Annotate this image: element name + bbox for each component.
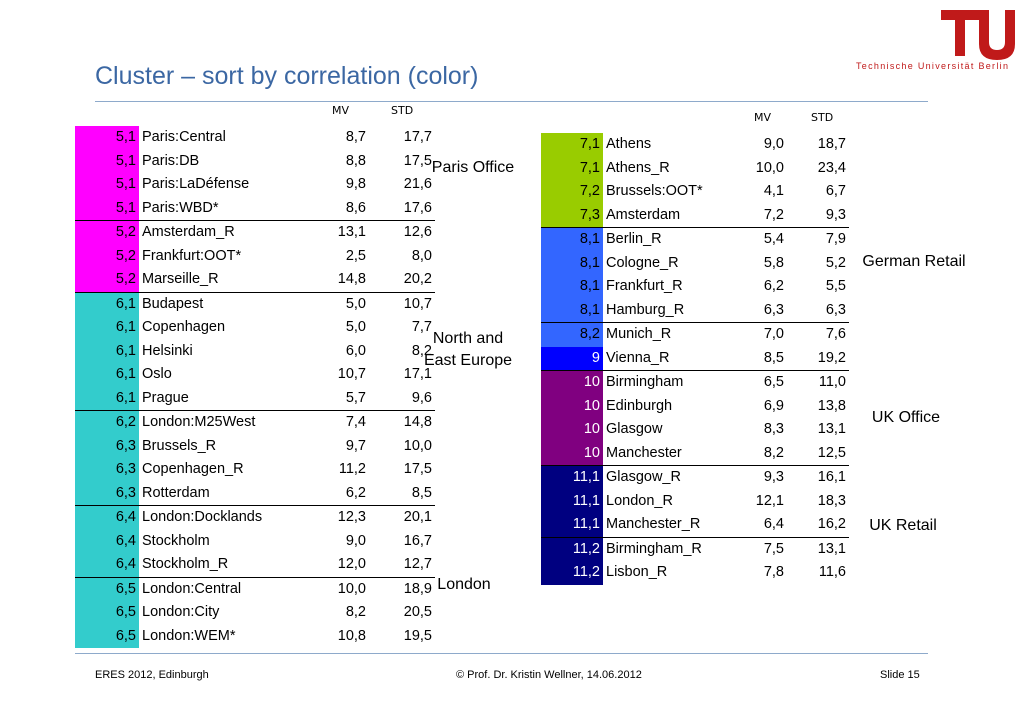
cluster-code: 10 [541,395,603,419]
std-value: 11,0 [787,371,849,395]
mv-value: 9,7 [345,437,366,454]
cluster-code: 5,2 [75,221,139,245]
std-value: 9,3 [825,206,846,223]
mv-value: 9,8 [345,176,366,192]
std-value: 17,1 [403,366,432,382]
cluster-code: 7,1 [541,157,603,181]
cluster-code: 5,1 [75,150,139,174]
table-row [75,625,435,649]
cluster-code: 6,2 [75,411,139,435]
table-row [75,387,435,411]
cluster-code: 6,1 [75,340,139,364]
location-name: Budapest [139,292,307,316]
std-value: 20,1 [369,506,435,530]
mv-value: 7,0 [731,323,787,347]
cluster-code: 10 [541,442,603,466]
cluster-code: 6,1 [75,387,139,411]
location-name: Copenhagen_R [142,461,244,477]
mv-value: 8,2 [763,444,784,461]
std-value: 5,5 [825,278,846,294]
location-name: Manchester [606,444,682,461]
cluster-code: 11,2 [541,561,603,585]
mv-value: 6,0 [345,342,366,359]
mv-value: 5,4 [731,228,787,252]
table-row [75,601,435,625]
cluster-code: 6,4 [75,506,139,530]
location-name: London:Central [139,577,307,601]
mv-value: 12,0 [337,556,366,572]
left-header-mv: MV [332,104,350,117]
logo-caption: Technische Universität Berlin [856,61,1010,71]
cluster-code: 6,4 [75,530,139,554]
location-name: London_R [606,492,673,509]
location-name: London:WEM* [142,627,236,644]
location-name: Oslo [142,366,172,382]
table-row [541,299,849,323]
location-name: Munich_R [603,323,731,347]
group-label-german-retail: German Retail [862,253,966,270]
std-value: 7,9 [787,228,849,252]
cluster-code: 11,1 [541,466,603,490]
std-value: 11,6 [818,564,846,580]
table-row [75,126,435,150]
location-name: Brussels_R [142,437,217,454]
cluster-code: 7,2 [541,180,603,204]
cluster-code: 11,1 [541,513,603,537]
location-name: Paris:DB [142,152,200,169]
cluster-code: 6,3 [75,458,139,482]
cluster-code: 10 [541,371,603,395]
mv-value: 12,3 [307,506,369,530]
table-row [541,204,849,228]
std-value: 17,6 [403,199,432,216]
std-value: 19,5 [403,627,432,644]
cluster-code: 11,2 [541,537,603,561]
right-header-std: STD [811,111,834,124]
location-name: Vienna_R [606,349,670,366]
std-value: 23,4 [817,159,846,176]
table-row [75,530,435,554]
location-name: Rotterdam [142,484,210,501]
std-value: 17,5 [403,152,432,169]
std-value: 12,5 [817,444,846,461]
table-row [75,458,435,482]
std-value: 19,2 [817,349,846,366]
mv-value: 9,0 [763,136,784,152]
std-value: 8,2 [411,342,432,359]
title-divider [95,101,928,102]
location-name: Manchester_R [606,516,701,532]
right-cluster-table [541,133,849,585]
mv-value: 8,7 [345,129,366,145]
std-value: 17,7 [403,129,432,145]
cluster-code: 6,3 [75,435,139,459]
cluster-code: 8,1 [541,275,603,299]
table-row [75,173,435,197]
table-row [541,275,849,299]
location-name: London:City [142,604,220,620]
std-value: 13,1 [787,537,849,561]
group-label-uk-office: UK Office [871,409,941,426]
cluster-code: 6,5 [75,625,139,649]
mv-value: 14,8 [337,271,366,287]
location-name: London:M25West [139,411,307,435]
table-row [541,513,849,537]
cluster-code: 5,1 [75,197,139,221]
location-name: Helsinki [142,342,193,359]
location-name: Paris:Central [142,129,226,145]
std-value: 8,0 [411,247,432,264]
group-label-london: London [437,576,491,593]
table-row [541,252,849,276]
table-row [541,466,849,490]
cluster-code: 8,1 [541,228,603,252]
table-row [541,561,849,585]
std-value: 14,8 [369,411,435,435]
mv-value: 8,5 [763,349,784,366]
cluster-code: 9 [541,347,603,371]
std-value: 21,6 [403,176,432,192]
table-row [541,537,849,561]
mv-value: 2,5 [345,247,366,264]
left-cluster-table [75,126,435,648]
mv-value: 5,0 [307,292,369,316]
table-row [541,395,849,419]
cluster-code: 6,3 [75,482,139,506]
cluster-code: 5,1 [75,126,139,150]
std-value: 12,6 [369,221,435,245]
cluster-code: 6,1 [75,292,139,316]
table-row [541,347,849,371]
std-value: 10,0 [403,437,432,454]
cluster-code: 8,2 [541,323,603,347]
location-name: Frankfurt:OOT* [142,247,242,264]
cluster-code: 5,1 [75,173,139,197]
mv-value: 6,3 [763,301,784,318]
right-header-mv: MV [754,111,772,124]
location-name: Frankfurt_R [606,278,683,294]
footer-slide-number: Slide 15 [880,669,920,681]
std-value: 13,8 [817,397,846,414]
mv-value: 5,8 [763,254,784,271]
location-name: Glasgow_R [603,466,731,490]
location-name: Marseille_R [142,271,219,287]
left-header-std: STD [391,104,414,117]
location-name: Athens_R [606,159,670,176]
std-value: 16,1 [787,466,849,490]
location-name: Edinburgh [606,397,673,414]
table-row [75,553,435,577]
mv-value: 10,0 [307,577,369,601]
mv-value: 8,2 [345,604,366,620]
location-name: Athens [606,136,652,152]
mv-value: 10,7 [337,366,366,382]
mv-value: 9,0 [345,532,366,549]
table-row [541,371,849,395]
table-row [75,316,435,340]
table-row [541,180,849,204]
location-name: Prague [142,389,189,406]
table-row [75,292,435,316]
location-name: Glasgow [606,421,663,437]
std-value: 20,2 [403,271,432,287]
footer-event: ERES 2012, Edinburgh [95,669,209,681]
mv-value: 8,3 [763,421,784,437]
group-label-uk-retail: UK Retail [869,517,937,534]
std-value: 9,6 [411,389,432,406]
location-name: Amsterdam [606,206,681,223]
table-row [75,577,435,601]
table-row [541,228,849,252]
cluster-code: 5,2 [75,268,139,292]
location-name: London:Docklands [139,506,307,530]
location-name: Birmingham [603,371,731,395]
mv-value: 8,8 [345,152,366,169]
std-value: 12,7 [403,556,432,572]
std-value: 16,7 [403,532,432,549]
tu-berlin-logo [935,4,1020,66]
table-row [75,482,435,506]
location-name: Paris:LaDéfense [142,176,250,192]
mv-value: 7,2 [763,206,784,223]
table-row [75,150,435,174]
std-value: 18,7 [817,136,846,152]
cluster-code: 11,1 [541,490,603,514]
location-name: Amsterdam_R [139,221,307,245]
mv-value: 6,2 [763,278,784,294]
cluster-code: 10 [541,418,603,442]
location-name: Stockholm [142,532,210,549]
cluster-code: 7,1 [541,133,603,157]
cluster-code: 6,5 [75,577,139,601]
table-row [75,221,435,245]
mv-value: 6,5 [731,371,787,395]
table-row [75,245,435,269]
mv-value: 12,1 [755,492,784,509]
mv-value: 8,6 [345,199,366,216]
std-value: 7,6 [787,323,849,347]
table-row [541,418,849,442]
footer-divider [75,653,928,654]
cluster-code: 7,3 [541,204,603,228]
std-value: 5,2 [825,254,846,271]
cluster-code: 6,5 [75,601,139,625]
mv-value: 5,0 [345,319,366,335]
mv-value: 11,2 [338,461,366,477]
cluster-code: 8,1 [541,252,603,276]
cluster-code: 6,1 [75,363,139,387]
table-row [75,268,435,292]
table-row [75,435,435,459]
std-value: 6,7 [825,183,846,199]
table-row [541,490,849,514]
cluster-code: 6,4 [75,553,139,577]
table-row [541,442,849,466]
table-row [75,197,435,221]
std-value: 6,3 [825,301,846,318]
std-value: 20,5 [403,604,432,620]
std-value: 17,5 [403,461,432,477]
std-value: 13,1 [817,421,846,437]
location-name: Birmingham_R [603,537,731,561]
std-value: 7,7 [411,319,432,335]
mv-value: 6,9 [763,397,784,414]
table-row [541,323,849,347]
cluster-code: 8,1 [541,299,603,323]
cluster-code: 5,2 [75,245,139,269]
table-row [75,363,435,387]
mv-value: 7,4 [307,411,369,435]
table-row [75,411,435,435]
std-value: 8,5 [411,484,432,501]
mv-value: 6,4 [763,516,784,532]
slide-title: Cluster – sort by correlation (color) [95,62,479,90]
table-row [541,133,849,157]
std-value: 18,9 [369,577,435,601]
table-row [75,340,435,364]
std-value: 16,2 [817,516,846,532]
mv-value: 7,5 [731,537,787,561]
location-name: Cologne_R [606,254,679,271]
table-row [541,157,849,181]
location-name: Paris:WBD* [142,199,219,216]
table-row [75,506,435,530]
location-name: Copenhagen [142,319,226,335]
cluster-code: 6,1 [75,316,139,340]
mv-value: 5,7 [345,389,366,406]
mv-value: 10,0 [755,159,784,176]
group-label-paris-office: Paris Office [431,159,515,176]
footer-copyright: © Prof. Dr. Kristin Wellner, 14.06.2012 [456,669,642,681]
mv-value: 6,2 [345,484,366,501]
std-value: 10,7 [369,292,435,316]
location-name: Brussels:OOT* [606,183,703,199]
mv-value: 7,8 [763,564,784,580]
mv-value: 9,3 [731,466,787,490]
mv-value: 10,8 [337,627,366,644]
location-name: Hamburg_R [606,301,685,318]
location-name: Berlin_R [603,228,731,252]
std-value: 18,3 [817,492,846,509]
location-name: Lisbon_R [606,564,668,580]
mv-value: 4,1 [763,183,784,199]
group-label-north-east-europe: North and East Europe [423,330,513,369]
location-name: Stockholm_R [142,556,229,572]
mv-value: 13,1 [307,221,369,245]
